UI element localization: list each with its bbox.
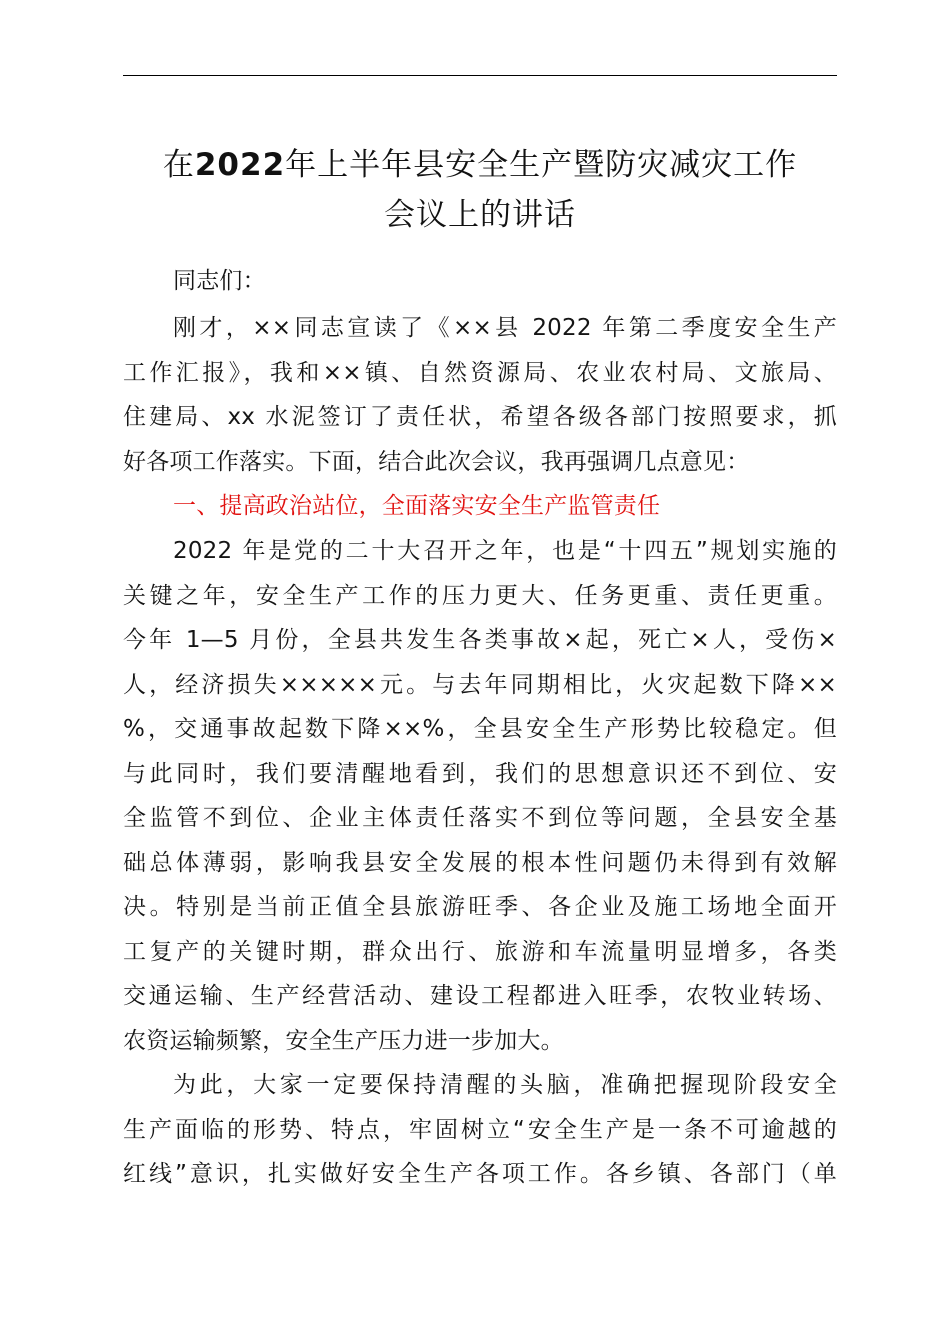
- title-rest: 年上半年县安全生产暨防灾减灾工作: [285, 147, 798, 183]
- paragraph-line: 工作汇报》，我和××镇、自然资源局、农业农村局、文旅局、: [123, 360, 837, 386]
- paragraph-line: 住建局、xx 水泥签订了责任状，希望各级各部门按照要求，抓: [123, 404, 837, 430]
- paragraph-line: 红线”意识，扎实做好安全生产各项工作。各乡镇、各部门（单: [123, 1161, 837, 1187]
- paragraph-line: %，交通事故起数下降××%，全县安全生产形势比较稳定。但: [123, 716, 837, 742]
- paragraph-line: 与此同时，我们要清醒地看到，我们的思想意识还不到位、安: [123, 761, 837, 787]
- title-line-2: 会议上的讲话: [384, 197, 576, 233]
- paragraph-line: 础总体薄弱，影响我县安全发展的根本性问题仍未得到有效解: [123, 850, 837, 876]
- paragraph-line: 工复产的关键时期，群众出行、旅游和车流量明显增多，各类: [123, 939, 837, 965]
- paragraph-line: 为此，大家一定要保持清醒的头脑，准确把握现阶段安全: [173, 1072, 837, 1098]
- paragraph-line: 生产面临的形势、特点，牢固树立“安全生产是一条不可逾越的: [123, 1117, 837, 1143]
- header-rule: [123, 75, 837, 76]
- paragraph-line: 人，经济损失×××××元。与去年同期相比，火灾起数下降××: [123, 672, 837, 698]
- paragraph-line: 决。特别是当前正值全县旅游旺季、各企业及施工场地全面开: [123, 894, 837, 920]
- section-heading: 一、提高政治站位，全面落实安全生产监管责任: [173, 493, 661, 519]
- paragraph-line: 刚才，××同志宣读了《××县 2022 年第二季度安全生产: [173, 315, 837, 341]
- paragraph-line: 农资运输频繁，安全生产压力进一步加大。: [123, 1028, 564, 1054]
- paragraph-line: 好各项工作落实。下面，结合此次会议，我再强调几点意见：: [123, 449, 750, 475]
- document-title: [110, 140, 850, 240]
- title-line-1: [110, 140, 850, 190]
- paragraph-line: 全监管不到位、企业主体责任落实不到位等问题，全县安全基: [123, 805, 837, 831]
- title-prefix: 在: [162, 147, 195, 183]
- title-year: 2022: [194, 147, 286, 183]
- paragraph-line: 今年 1—5 月份，全县共发生各类事故×起，死亡×人，受伤×: [123, 627, 837, 653]
- greeting: 同志们：: [173, 268, 266, 294]
- paragraph-line: 交通运输、生产经营活动、建设工程都进入旺季，农牧业转场、: [123, 983, 837, 1009]
- paragraph-line: 关键之年，安全生产工作的压力更大、任务更重、责任更重。: [123, 583, 837, 609]
- paragraph-line: 2022 年是党的二十大召开之年，也是“十四五”规划实施的: [173, 538, 837, 564]
